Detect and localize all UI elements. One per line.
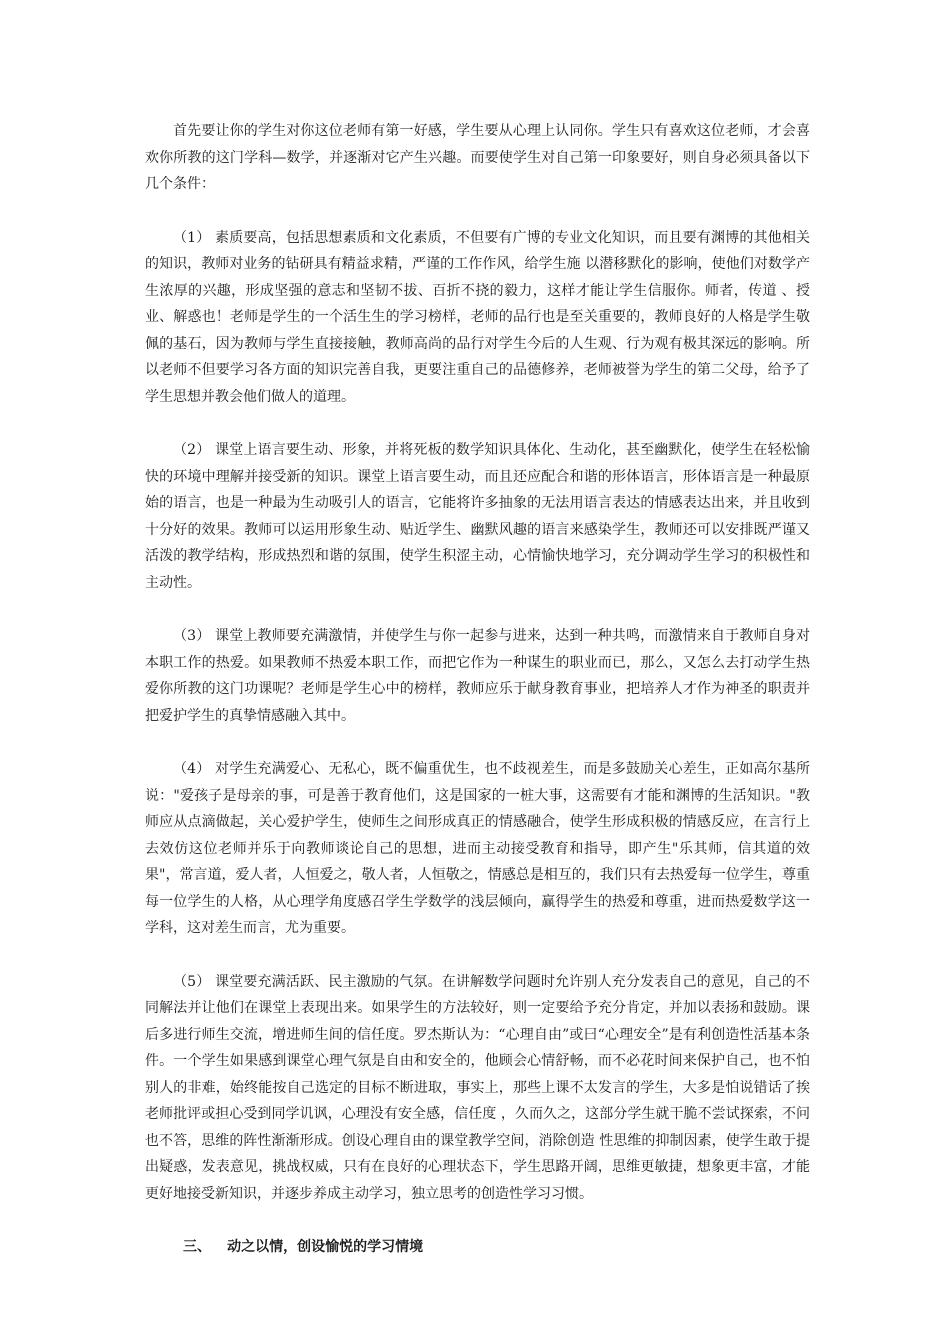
- section-heading: 三、 动之以情，创设愉悦的学习情境: [183, 1239, 424, 1255]
- condition-3-paragraph: （3） 课堂上教师要充满激情，并使学生与你一起参与进来，达到一种共鸣，而激情来自于教师自身对本职工作的热爱。如果教师不热爱本职工作，而把它作为一种谋生的职业而已，那么，又怎么去打动学生热爱你所教的这门功课呢？老师是学生心中的榜样，教师应乐于献身教育事业，把培养人才作为神圣的职责并把爱护学生的真挚情感融入其中。: [145, 628, 810, 724]
- condition-1-paragraph: （1） 素质要高，包括思想素质和文化素质，不但要有广博的专业文化知识，而且要有渊博的其他相关的知识，教师对业务的钻研具有精益求精，严谨的工作作风，给学生施 以潜移默化的影响，使他们对数学产生浓厚的兴趣，形成坚强的意志和坚韧不拔、百折不挠的毅力，这样才能让学生信服你。师者，传道 、授业、解惑也！老师是学生的一个活生生的学习榜样，老师的品行也是至关重要的，教师良好的人格是学生敬佩的基石，因为教师与学生直接接触，教师高尚的品行对学生今后的人生观、行为观有极其深远的影响。所以老师不但要学习各方面的知识完善自我，更要注重自己的品德修养，老师被誉为学生的第二父母，给予了学生思想并教会他们做人的道理。: [145, 229, 810, 405]
- document-body: [145, 118, 810, 1261]
- intro-paragraph: 首先要让你的学生对你这位老师有第一好感，学生要从心理上认同你。学生只有喜欢这位老师，才会喜欢你所教的这门学科—数学，并逐渐对它产生兴趣。而要使学生对自己第一印象要好，则自身必须具备以下几个条件：: [145, 123, 810, 192]
- condition-5-paragraph: （5） 课堂要充满活跃、民主激励的气氛。在讲解数学问题时允许别人充分发表自己的意见，自己的不同解法并让他们在课堂上表现出来。如果学生的方法较好，则一定要给予充分肯定，并加以表扬和鼓励。课后多进行师生交流，增进师生间的信任度。罗杰斯认为：“心理自由”或曰“心理安全”是有利创造性活基本条件。一个学生如果感到课堂心理气氛是自由和安全的，他顾会心情舒畅，而不必花时间来保护自己，也不怕别人的非难，始终能按自己选定的目标不断进取，事实上，那些上课不太发言的学生，大多是怕说错话了挨老师批评或担心受到同学讥讽，心理没有安全感，信任度 ，久而久之，这部分学生就干脆不尝试探索，不问也不答，思维的阵性渐渐形成。创设心理自由的课堂教学空间，消除创造 性思维的抑制因素，使学生敢于提出疑惑，发表意见，挑战权威，只有在良好的心理状态下，学生思路开阔，思维更敏捷，想象更丰富，才能更好地接受新知识，并逐步养成主动学习，独立思考的创造性学习习惯。: [145, 973, 810, 1202]
- condition-4-paragraph: （4） 对学生充满爱心、无私心，既不偏重优生，也不歧视差生，而是多鼓励关心差生，正如高尔基所说："爱孩子是母亲的事，可是善于教育他们，这是国家的一桩大事，这需要有才能和渊博的生活知识。"教师应从点滴做起，关心爱护学生，使师生之间形成真正的情感融合，使学生形成积极的情感反应，在言行上去效仿这位老师并乐于向教师谈论自己的思想，进而主动接受教育和指导，即产生"乐其师，信其道的效果"，常言道，爱人者，人恒爱之，敬人者，人恒敬之，情感总是相互的，我们只有去热爱每一位学生，尊重每一位学生的人格，从心理学角度感召学生学数学的浅层倾向，赢得学生的热爱和尊重，进而热爱数学这一学科，这对差生而言，尤为重要。: [145, 761, 810, 936]
- condition-2-paragraph: （2） 课堂上语言要生动、形象，并将死板的数学知识具体化、生动化，甚至幽默化，使学生在轻松愉快的环境中理解并接受新的知识。课堂上语言要生动，而且还应配合和谐的形体语言，形体语言是一种最原始的语言，也是一种最为生动吸引人的语言，它能将许多抽象的无法用语言表达的情感表达出来，并且收到十分好的效果。教师可以运用形象生动、贴近学生、幽默风趣的语言来感染学生，教师还可以安排既严谨又活泼的教学结构，形成热烈和谐的氛围，使学生积涩主动，心情愉快地学习，充分调动学生学习的积极性和主动性。: [145, 442, 810, 591]
